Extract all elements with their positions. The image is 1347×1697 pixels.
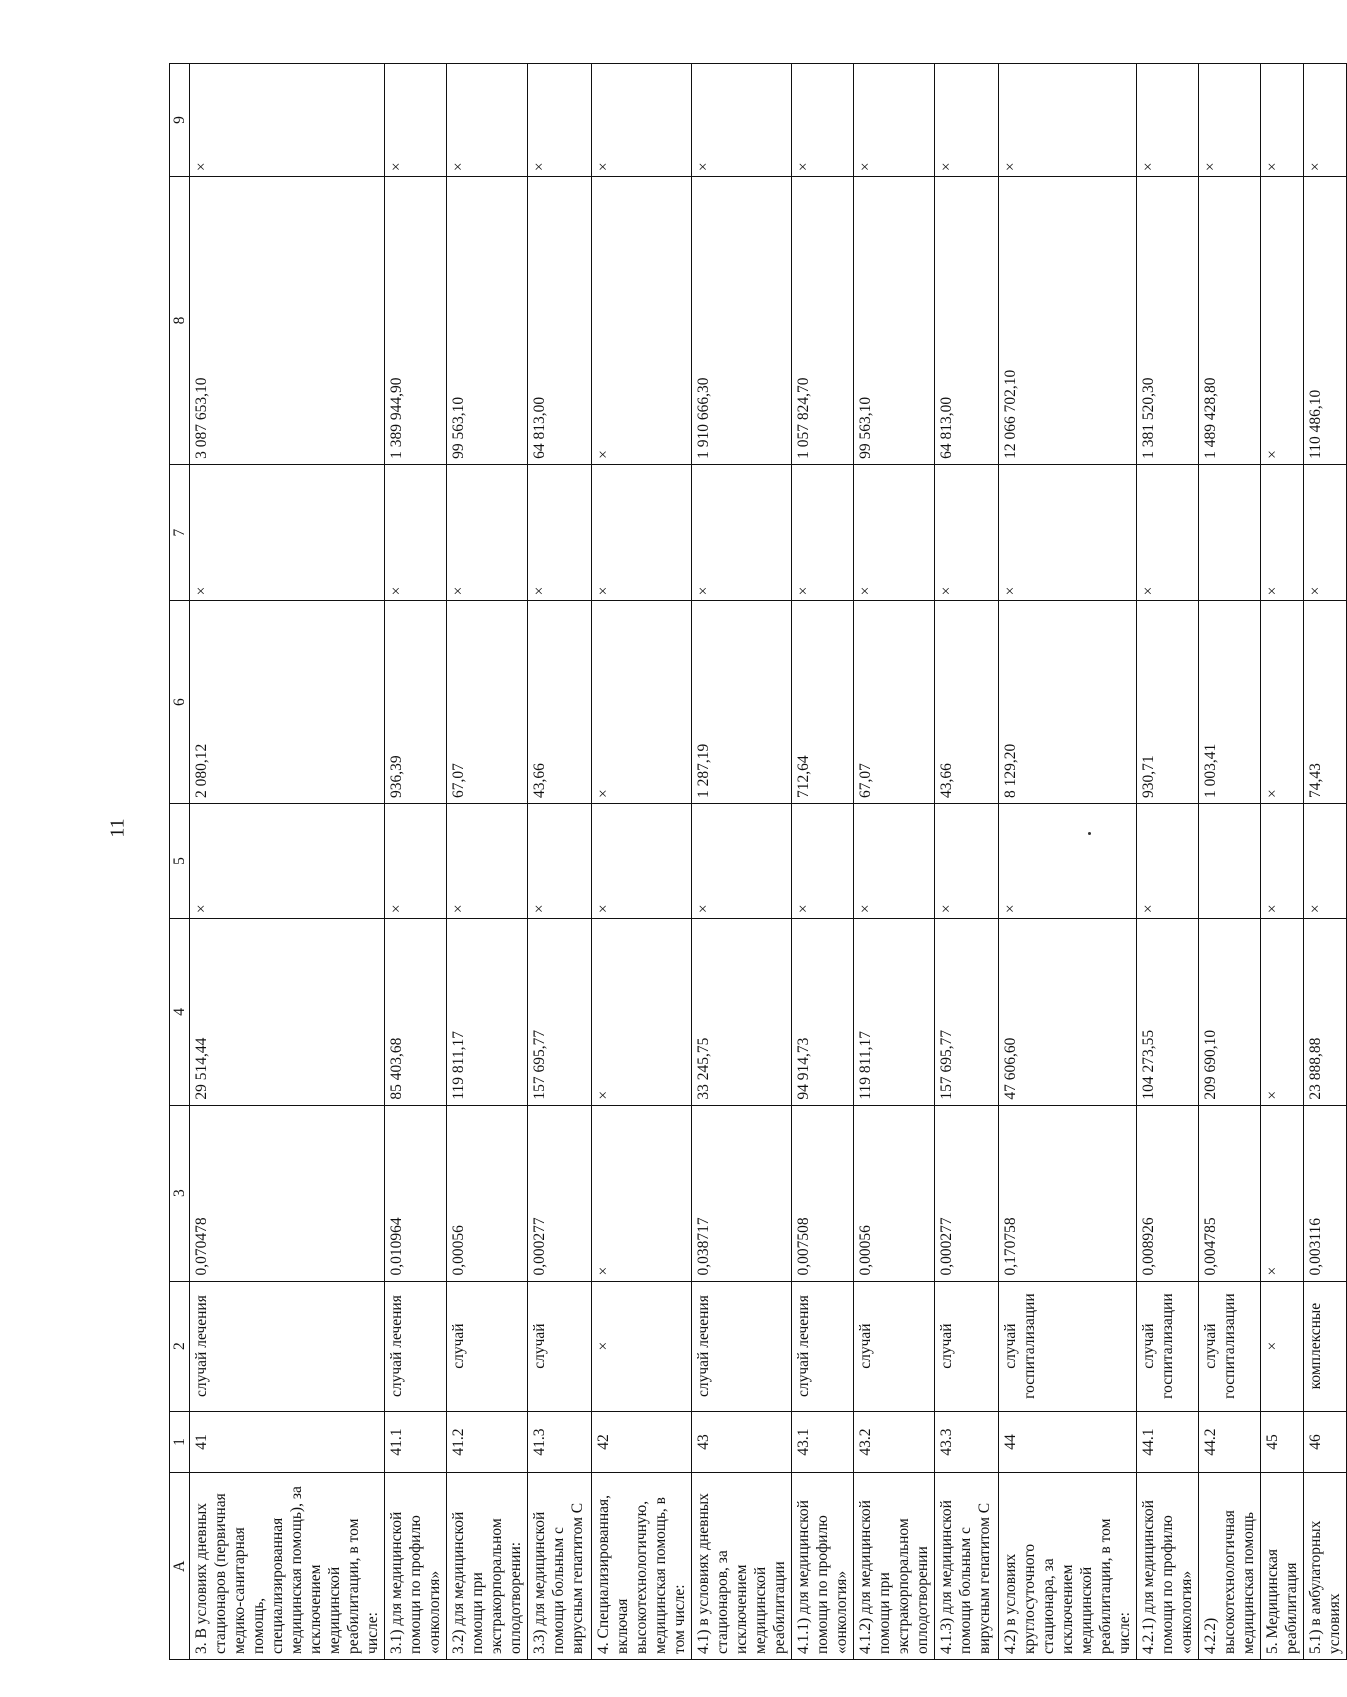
cell-7: ×	[1137, 464, 1199, 600]
table-row	[1137, 64, 1199, 1660]
cell-9: ×	[1137, 64, 1199, 177]
cell-5: ×	[447, 803, 528, 918]
col-header-5: 5	[170, 803, 190, 918]
cell-9: ×	[692, 64, 792, 177]
cell-3: ×	[1261, 1105, 1304, 1281]
cell-9: ×	[1304, 64, 1347, 177]
cell-1: 43.2	[854, 1411, 935, 1473]
cell-3: 0,007508	[792, 1105, 854, 1281]
cell-3: 0,003116	[1304, 1105, 1347, 1281]
cell-6: ×	[1261, 601, 1304, 804]
cell-3: 0,010964	[385, 1105, 447, 1281]
cell-1: 45	[1261, 1411, 1304, 1473]
cell-3: 0,170758	[999, 1105, 1137, 1281]
cell-a: 4.1.2) для медицинской помощи при экстракорпоральном оплодотворении	[854, 1473, 935, 1660]
cell-2: случай лечения	[385, 1281, 447, 1411]
cell-4: ×	[592, 919, 692, 1106]
table-row	[854, 64, 935, 1660]
col-header-3: 3	[170, 1105, 190, 1281]
cell-1: 44.2	[1199, 1411, 1261, 1473]
page-number: 11	[106, 818, 129, 838]
cell-3: ×	[592, 1105, 692, 1281]
cell-a: 3.2) для медицинской помощи при экстракорпоральном оплодотворении:	[447, 1473, 528, 1660]
cell-3: 0,070478	[190, 1105, 385, 1281]
table-row	[447, 64, 528, 1660]
cell-7: ×	[854, 464, 935, 600]
cell-4: 29 514,44	[190, 919, 385, 1106]
table-row	[190, 64, 385, 1660]
cell-5: ×	[792, 803, 854, 918]
cell-a: 4.2) в условиях круглосуточного стационара, за исключением медицинской реабилитации, в том числе:	[999, 1473, 1137, 1660]
cell-9: ×	[999, 64, 1137, 177]
cell-9: ×	[1261, 64, 1304, 177]
cell-8: 1 381 520,30	[1137, 177, 1199, 465]
cell-8: 64 813,00	[528, 177, 592, 465]
table-row	[1199, 64, 1261, 1660]
cell-a: 3. В условиях дневных стационаров (первичная медико-санитарная помощь, специализированная медицинская помощь), за исключением медицинской реабилитации, в том числе:	[190, 1473, 385, 1660]
cell-1: 44.1	[1137, 1411, 1199, 1473]
cell-6: 1 003,41	[1199, 601, 1261, 804]
cell-4: 85 403,68	[385, 919, 447, 1106]
cell-7: ×	[1304, 464, 1347, 600]
cell-2: случай лечения	[190, 1281, 385, 1411]
cell-8: ×	[592, 177, 692, 465]
cell-8: 3 087 653,10	[190, 177, 385, 465]
cell-5: ×	[1137, 803, 1199, 918]
cell-a: 4. Специализированная, включая высокотехнологичную, медицинская помощь, в том числе:	[592, 1473, 692, 1660]
cell-4: 157 695,77	[528, 919, 592, 1106]
cell-2: случай госпитализации	[999, 1281, 1137, 1411]
cell-9: ×	[854, 64, 935, 177]
col-header-a: A	[170, 1473, 190, 1660]
cell-8: 99 563,10	[854, 177, 935, 465]
cell-4: ×	[1261, 919, 1304, 1106]
cell-7: ×	[385, 464, 447, 600]
cell-a: 5.1) в амбулаторных условиях	[1304, 1473, 1347, 1660]
cell-9: ×	[935, 64, 999, 177]
cell-1: 41	[190, 1411, 385, 1473]
cell-a: 3.1) для медицинской помощи по профилю «онкология»	[385, 1473, 447, 1660]
cell-3: 0,000277	[935, 1105, 999, 1281]
cell-2: ×	[1261, 1281, 1304, 1411]
cell-8: 1 910 666,30	[692, 177, 792, 465]
cell-1: 44	[999, 1411, 1137, 1473]
cell-8: ×	[1261, 177, 1304, 465]
cell-9: ×	[1199, 64, 1261, 177]
cell-6: 712,64	[792, 601, 854, 804]
cell-6: 43,66	[528, 601, 592, 804]
cell-7: ×	[528, 464, 592, 600]
col-header-8: 8	[170, 177, 190, 465]
cell-5	[1199, 803, 1261, 918]
cell-1: 41.3	[528, 1411, 592, 1473]
cell-9: ×	[592, 64, 692, 177]
cell-8: 110 486,10	[1304, 177, 1347, 465]
cell-7: ×	[447, 464, 528, 600]
cell-4: 209 690,10	[1199, 919, 1261, 1106]
cell-4: 33 245,75	[692, 919, 792, 1106]
cell-6: 67,07	[854, 601, 935, 804]
table-row	[528, 64, 592, 1660]
cell-a: 3.3) для медицинской помощи больным с вирусным гепатитом С	[528, 1473, 592, 1660]
cell-6: 1 287,19	[692, 601, 792, 804]
col-header-6: 6	[170, 601, 190, 804]
col-header-1: 1	[170, 1411, 190, 1473]
cell-5: ×	[528, 803, 592, 918]
cell-2: случай	[447, 1281, 528, 1411]
cell-8: 1 389 944,90	[385, 177, 447, 465]
cell-4: 47 606,60	[999, 919, 1137, 1106]
cell-6: 8 129,20	[999, 601, 1137, 804]
cell-a: 4.1.3) для медицинской помощи больным с вирусным гепатитом С	[935, 1473, 999, 1660]
cell-4: 23 888,88	[1304, 919, 1347, 1106]
table-row	[1304, 64, 1347, 1660]
cell-3: 0,00056	[447, 1105, 528, 1281]
cell-1: 46	[1304, 1411, 1347, 1473]
cell-3: 0,00056	[854, 1105, 935, 1281]
cell-7: ×	[592, 464, 692, 600]
cell-7: ×	[190, 464, 385, 600]
cell-2: случай	[854, 1281, 935, 1411]
cell-5: ×	[190, 803, 385, 918]
cell-8: 1 057 824,70	[792, 177, 854, 465]
cell-1: 43.3	[935, 1411, 999, 1473]
col-header-4: 4	[170, 919, 190, 1106]
table-row	[385, 64, 447, 1660]
cell-2: комплексные	[1304, 1281, 1347, 1411]
table-row	[692, 64, 792, 1660]
cell-4: 119 811,17	[447, 919, 528, 1106]
cell-5: ×	[692, 803, 792, 918]
cell-3: 0,008926	[1137, 1105, 1199, 1281]
cell-7: ×	[692, 464, 792, 600]
col-header-2: 2	[170, 1281, 190, 1411]
cell-9: ×	[190, 64, 385, 177]
cell-6: 2 080,12	[190, 601, 385, 804]
cell-5: ×	[1304, 803, 1347, 918]
cell-8: 99 563,10	[447, 177, 528, 465]
cell-a: 4.2.2) высокотехнологичная медицинская помощь	[1199, 1473, 1261, 1660]
cell-2: случай лечения	[792, 1281, 854, 1411]
cell-7: ×	[792, 464, 854, 600]
cell-8: 64 813,00	[935, 177, 999, 465]
cell-7	[1199, 464, 1261, 600]
cell-2: случай	[935, 1281, 999, 1411]
cell-6: 67,07	[447, 601, 528, 804]
cell-2: ×	[592, 1281, 692, 1411]
cell-8: 12 066 702,10	[999, 177, 1137, 465]
cell-3: 0,004785	[1199, 1105, 1261, 1281]
col-header-9: 9	[170, 64, 190, 177]
cell-5: ×	[999, 803, 1137, 918]
cell-1: 41.1	[385, 1411, 447, 1473]
cell-1: 43	[692, 1411, 792, 1473]
cell-3: 0,038717	[692, 1105, 792, 1281]
header-row	[170, 64, 190, 1660]
cell-2: случай госпитализации	[1137, 1281, 1199, 1411]
cell-1: 43.1	[792, 1411, 854, 1473]
table-row	[592, 64, 692, 1660]
cell-a: 5. Медицинская реабилитация	[1261, 1473, 1304, 1660]
cell-9: ×	[792, 64, 854, 177]
cell-2: случай госпитализации	[1199, 1281, 1261, 1411]
cell-1: 41.2	[447, 1411, 528, 1473]
cell-9: ×	[447, 64, 528, 177]
cell-5: ×	[592, 803, 692, 918]
cell-1: 42	[592, 1411, 692, 1473]
cell-4: 104 273,55	[1137, 919, 1199, 1106]
rotated-table-wrapper	[169, 63, 1343, 1660]
cell-6: ×	[592, 601, 692, 804]
cell-5: ×	[854, 803, 935, 918]
cell-6: 43,66	[935, 601, 999, 804]
cell-8: 1 489 428,80	[1199, 177, 1261, 465]
cell-a: 4.1) в условиях дневных стационаров, за исключением медицинской реабилитации	[692, 1473, 792, 1660]
cell-5: ×	[935, 803, 999, 918]
col-header-7: 7	[170, 464, 190, 600]
cell-a: 4.1.1) для медицинской помощи по профилю «онкология»	[792, 1473, 854, 1660]
cell-9: ×	[528, 64, 592, 177]
cell-2: случай	[528, 1281, 592, 1411]
cell-9: ×	[385, 64, 447, 177]
cell-6: 930,71	[1137, 601, 1199, 804]
cell-6: 936,39	[385, 601, 447, 804]
table-row	[1261, 64, 1304, 1660]
cell-3: 0,000277	[528, 1105, 592, 1281]
table-row	[999, 64, 1137, 1660]
cell-4: 119 811,17	[854, 919, 935, 1106]
financing-table	[169, 63, 1347, 1660]
cell-a: 4.2.1) для медицинской помощи по профилю «онкология»	[1137, 1473, 1199, 1660]
cell-7: ×	[999, 464, 1137, 600]
table-row	[792, 64, 854, 1660]
cell-4: 94 914,73	[792, 919, 854, 1106]
cell-7: ×	[935, 464, 999, 600]
cell-4: 157 695,77	[935, 919, 999, 1106]
cell-5: ×	[385, 803, 447, 918]
table-row	[935, 64, 999, 1660]
cell-7: ×	[1261, 464, 1304, 600]
cell-5: ×	[1261, 803, 1304, 918]
cell-2: случай лечения	[692, 1281, 792, 1411]
cell-6: 74,43	[1304, 601, 1347, 804]
